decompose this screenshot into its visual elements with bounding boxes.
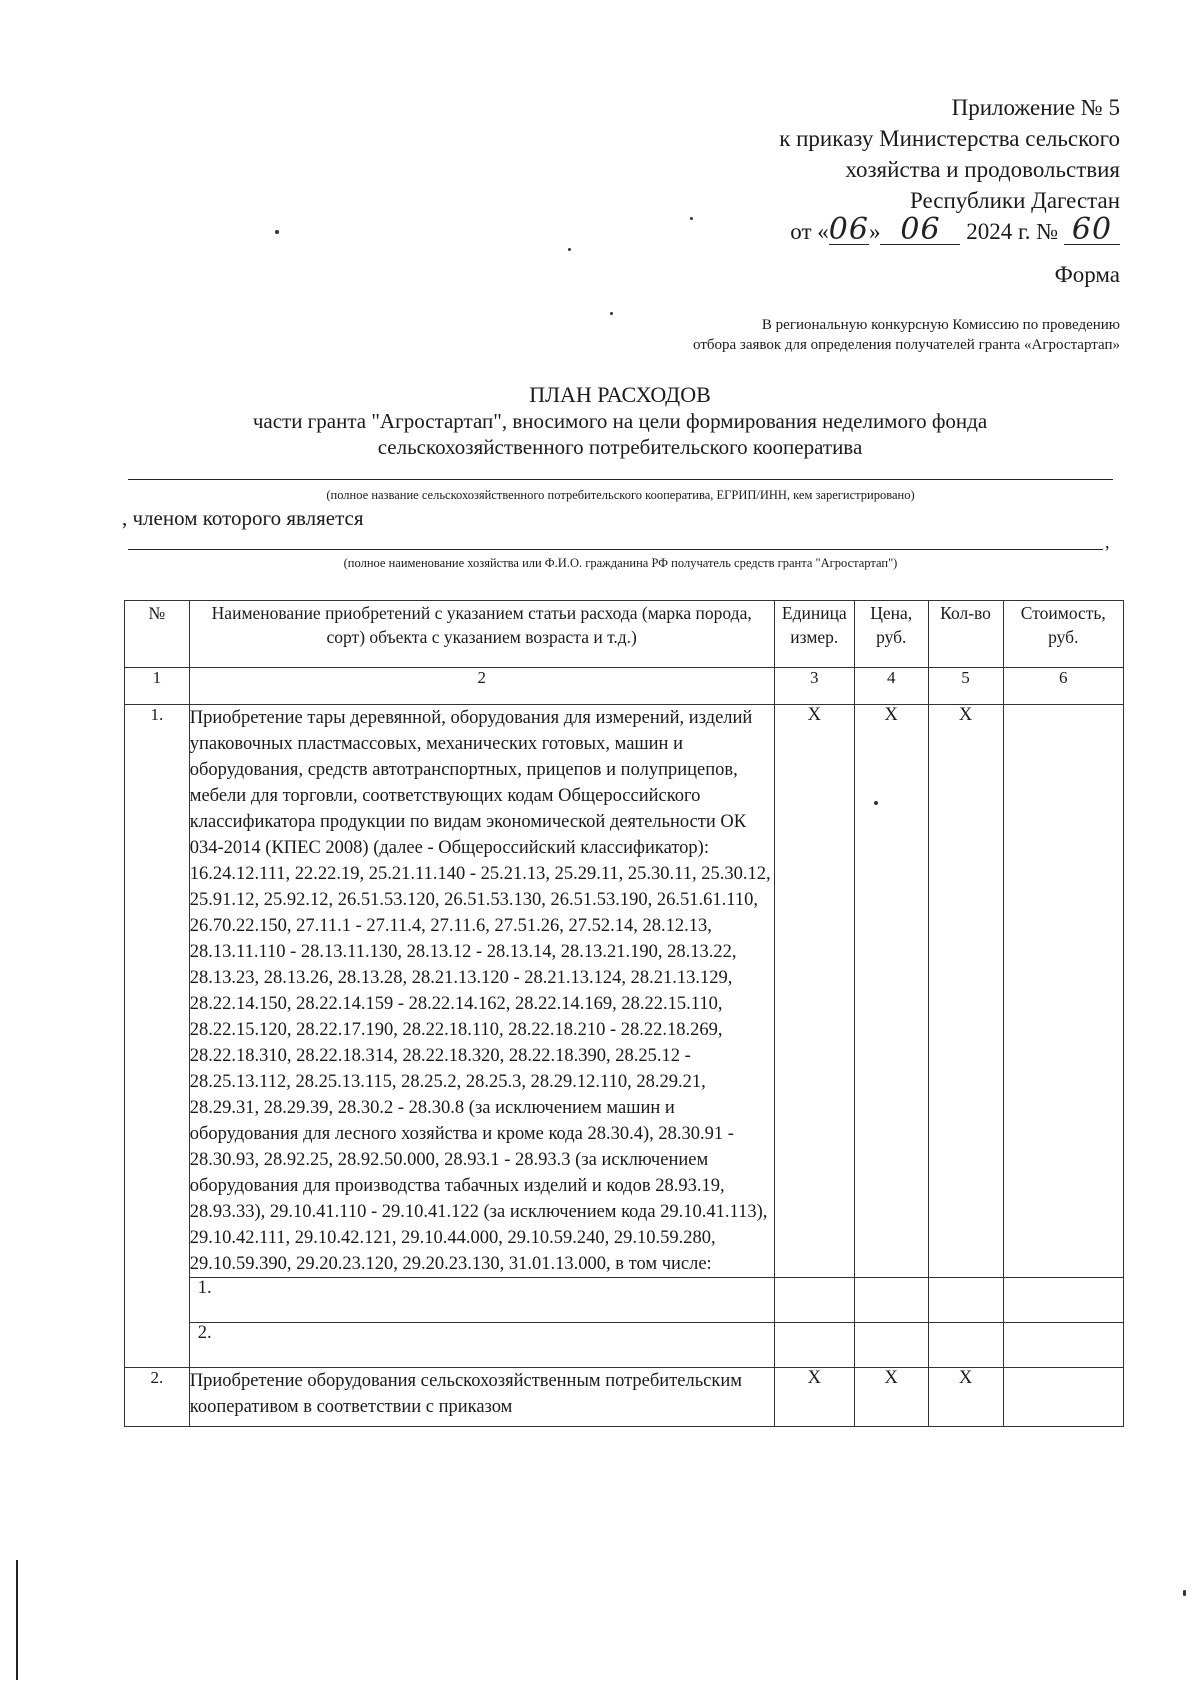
document-title: [120, 382, 1120, 460]
col-num-4: 4: [854, 668, 928, 705]
header-cost: Стоимость, руб.: [1003, 601, 1123, 668]
column-number-row: [125, 668, 1124, 705]
addressee-block: [693, 315, 1120, 355]
order-date-line: [779, 212, 1120, 247]
table-row: [125, 1368, 1124, 1427]
table-subrow: [125, 1278, 1124, 1323]
header-unit: Единица измер.: [774, 601, 854, 668]
row-cost: [1003, 705, 1123, 1278]
date-prefix: от «: [790, 219, 829, 244]
header-qty: Кол-во: [928, 601, 1003, 668]
header-name: Наименование приобретений с указанием статьи расхода (марка порода, сорт) объекта с указанием возраста и т.д.): [189, 601, 774, 668]
scan-speck: [610, 312, 613, 315]
scan-speck: [1183, 1590, 1186, 1596]
row-qty: X: [928, 705, 1003, 1278]
appendix-line-4: Республики Дагестан: [910, 188, 1120, 213]
subrow-cost: [1003, 1278, 1123, 1323]
order-day: 06: [828, 212, 869, 247]
order-year: 2024 г. №: [966, 219, 1059, 244]
row-cost: [1003, 1368, 1123, 1427]
subrow-cost: [1003, 1323, 1123, 1368]
subrow-qty: [928, 1323, 1003, 1368]
subrow-unit: [774, 1278, 854, 1323]
col-num-6: 6: [1003, 668, 1123, 705]
addressee-line-2: отбора заявок для определения получателей гранта «Агростартап»: [693, 337, 1120, 353]
appendix-line-1: Приложение № 5: [951, 95, 1120, 120]
header-number: №: [125, 601, 190, 668]
title-main: ПЛАН РАСХОДОВ: [529, 382, 711, 407]
coop-name-line: [128, 479, 1113, 480]
row-description: Приобретение оборудования сельскохозяйственным потребительским кооперативом в соответствии с приказом: [189, 1368, 774, 1427]
col-num-5: 5: [928, 668, 1003, 705]
addressee-line-1: В региональную конкурсную Комиссию по проведению: [761, 317, 1120, 333]
title-sub-1: части гранта "Агростартап", вносимого на цели формирования неделимого фонда: [252, 409, 988, 433]
appendix-line-3: хозяйства и продовольствия: [845, 157, 1120, 182]
scan-speck: [275, 230, 279, 234]
appendix-line-2: к приказу Министерства сельского: [779, 126, 1120, 151]
table-subrow: [125, 1323, 1124, 1368]
subrow-number: 2.: [189, 1323, 774, 1368]
table-row: [125, 705, 1124, 1278]
recipient-name-line: [128, 549, 1103, 550]
appendix-header: [779, 92, 1120, 247]
form-label: Форма: [1054, 262, 1120, 287]
scan-speck: [690, 217, 693, 220]
row-qty: X: [928, 1368, 1003, 1427]
row-number: 2.: [125, 1368, 190, 1427]
scan-speck: [568, 248, 571, 251]
recipient-line-comma: ,: [1105, 532, 1110, 552]
order-number: 60: [1064, 216, 1120, 245]
expense-plan-table: [124, 600, 1124, 1427]
table-header-row: [125, 601, 1124, 668]
subrow-qty: [928, 1278, 1003, 1323]
row-price: X: [854, 705, 928, 1278]
title-sub-2: сельскохозяйственного потребительского кооператива: [377, 435, 863, 459]
row-description: Приобретение тары деревянной, оборудования для измерений, изделий упаковочных пластмассовых, механических готовых, машин и оборудования, средств автотранспортных, прицепов и полуприцепов, мебели для торговли, соответствующих кодам Общероссийского классификатора продукции по видам экономической деятельности ОК 034-2014 (КПЕС 2008) (далее - Общероссийский классификатор): 16.24.12.111, 22.22.19, 25.21.11.140 - 25.21.13, 25.29.11, 25.30.11, 25.30.12, 25.91.12, 25.92.12, 26.51.53.120, 26.51.53.130, 26.51.53.190, 26.51.61.110, 26.70.22.150, 27.11.1 - 27.11.4, 27.11.6, 27.51.26, 27.52.14, 28.12.13, 28.13.11.110 - 28.13.11.130, 28.13.12 - 28.13.14, 28.13.21.190, 28.13.22, 28.13.23, 28.13.26, 28.13.28, 28.21.13.120 - 28.21.13.124, 28.21.13.129, 28.22.14.150, 28.22.14.159 - 28.22.14.162, 28.22.14.169, 28.22.15.110, 28.22.15.120, 28.22.17.190, 28.22.18.110, 28.22.18.210 - 28.22.18.269, 28.22.18.310, 28.22.18.314, 28.22.18.320, 28.22.18.390, 28.25.12 - 28.25.13.112, 28.25.13.115, 28.25.2, 28.25.3, 28.29.12.110, 28.29.21, 28.29.31, 28.29.39, 28.30.2 - 28.30.8 (за исключением машин и оборудования для лесного хозяйства и кроме кода 28.30.4), 28.30.91 - 28.30.93, 28.92.25, 28.92.50.000, 28.93.1 - 28.93.3 (за исключением оборудования для производства табачных изделий и кодов 28.93.19, 28.93.33), 29.10.41.110 - 29.10.41.122 (за исключением кода 29.10.41.113), 29.10.42.111, 29.10.42.121, 29.10.44.000, 29.10.59.240, 29.10.59.280, 29.10.59.390, 29.20.23.120, 29.20.23.130, 31.01.13.000, в том числе:: [189, 705, 774, 1278]
date-mid: »: [868, 219, 881, 244]
col-num-3: 3: [774, 668, 854, 705]
row-number: 1.: [125, 705, 190, 1368]
col-num-1: 1: [125, 668, 190, 705]
row-unit: X: [774, 705, 854, 1278]
order-month: 06: [880, 216, 960, 245]
coop-name-caption: (полное название сельскохозяйственного потребительского кооператива, ЕГРИП/ИНН, кем зарегистрировано): [326, 488, 915, 502]
row-unit: X: [774, 1368, 854, 1427]
col-num-2: 2: [189, 668, 774, 705]
header-price: Цена, руб.: [854, 601, 928, 668]
member-text: , членом которого является: [122, 506, 364, 530]
scan-margin-line: [16, 1560, 18, 1680]
subrow-price: [854, 1323, 928, 1368]
subrow-unit: [774, 1323, 854, 1368]
row-price: X: [854, 1368, 928, 1427]
recipient-caption: (полное наименование хозяйства или Ф.И.О. гражданина РФ получатель средств гранта "Агростартап"): [343, 556, 898, 570]
scan-speck: [874, 801, 878, 805]
subrow-price: [854, 1278, 928, 1323]
subrow-number: 1.: [189, 1278, 774, 1323]
